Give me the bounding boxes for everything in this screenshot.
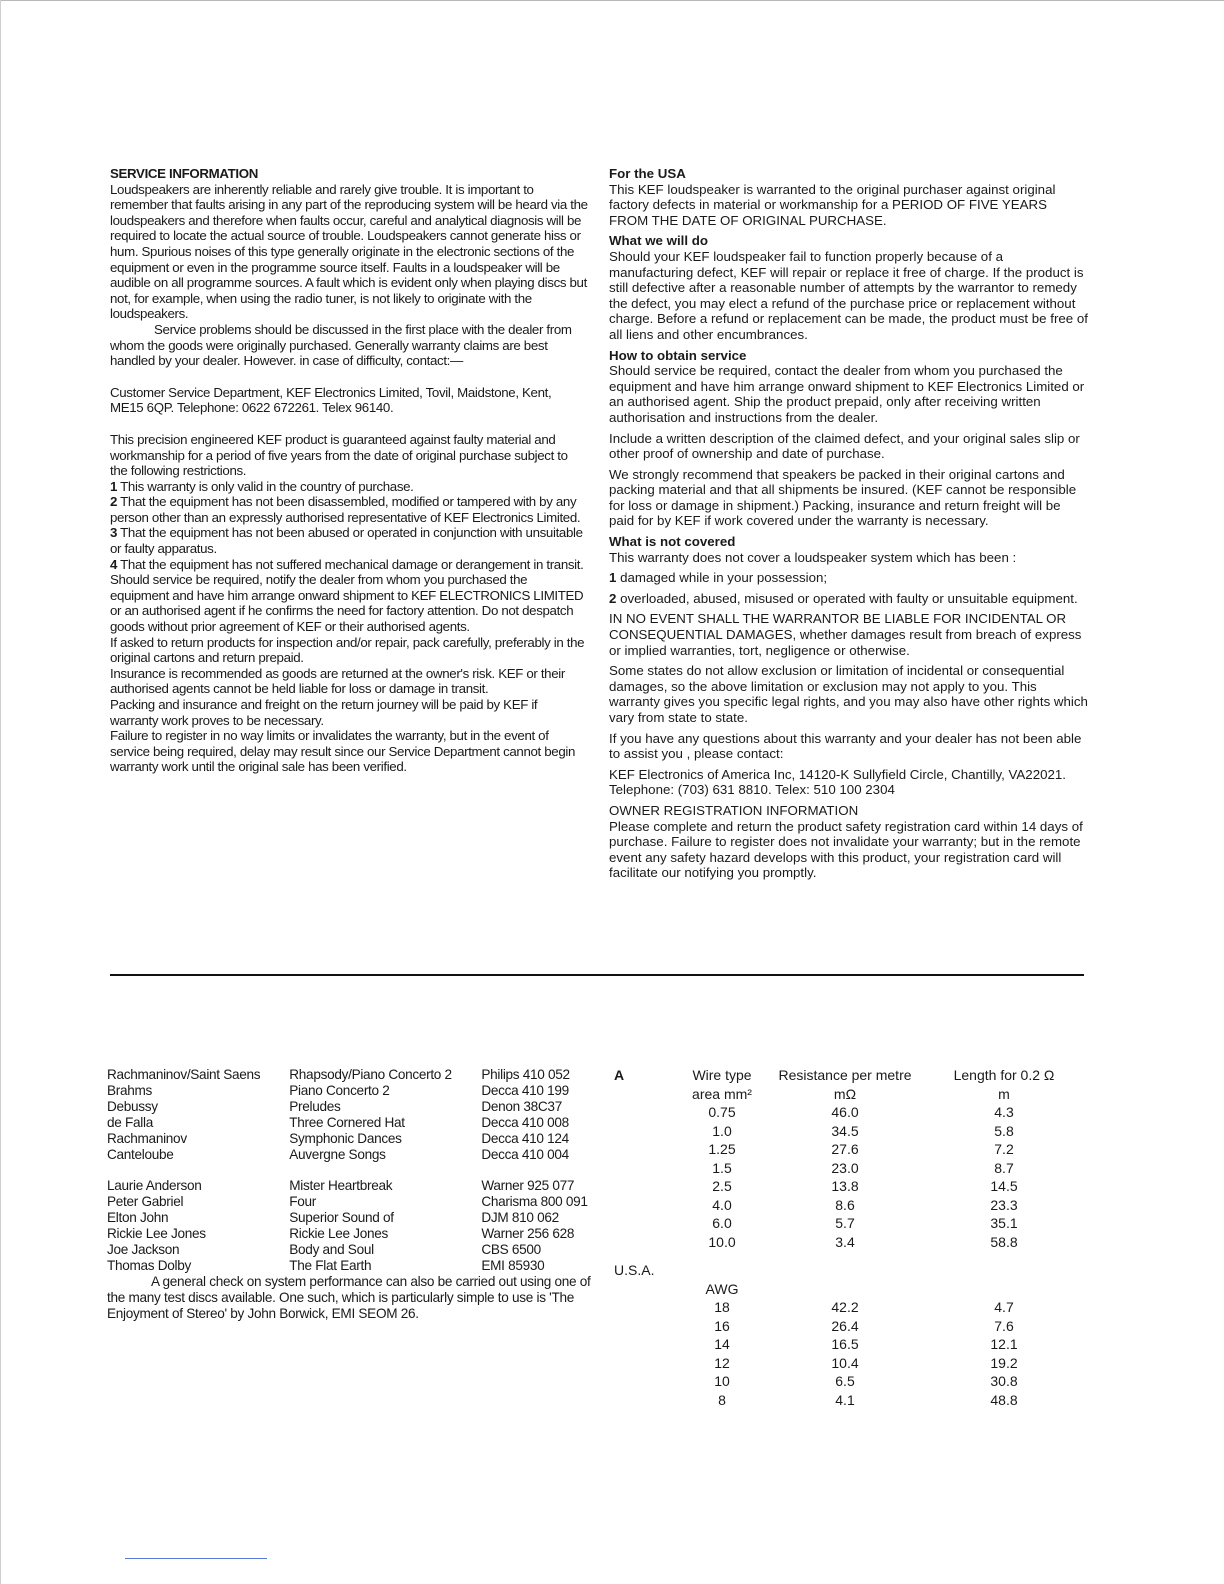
test-disc-list (107, 1067, 597, 1321)
cell-length: 4.3 (994, 1104, 1014, 1120)
disc-composer: Thomas Dolby (107, 1257, 192, 1273)
disc-catalogue: Decca 410 004 (481, 1146, 569, 1162)
service-paragraph-1: Loudspeakers are inherently reliable and rarely give trouble. It is important to remember that faults arising in any part of the reproducing system will be heard via the loudspeakers and therefore when faults occur, careful and analytical diagnosis will be required to locate the actual source of trouble. Loudspeakers cannot generate hiss or hum. Spurious noises of this type generally originate in the electronic sections of the equipment or even in the programme source itself. Faults in a loudspeaker will be audible on all programme sources. A fault which is evident only when playing discs but not, for example, when using the radio tuner, is not likely to originate with the loudspeakers. (110, 181, 588, 322)
footer-rule (125, 1558, 267, 1559)
disc-composer: Elton John (107, 1210, 169, 1226)
table-row (614, 1354, 1084, 1373)
table-row (614, 1159, 1084, 1178)
disc-composer: Debussy (107, 1098, 158, 1114)
disc-catalogue: Philips 410 052 (481, 1067, 570, 1082)
disc-catalogue: Warner 256 628 (481, 1226, 575, 1242)
what-is-not-covered-heading: What is not covered (609, 534, 736, 550)
cell-wire-size: 1.25 (708, 1141, 736, 1157)
disc-composer: Rachmaninov/Saint Saens (107, 1067, 261, 1082)
service-paragraph-6: Packing and insurance and freight on the return journey will be paid by KEF if warranty work proves to be necessary. (110, 697, 538, 728)
disc-composer: Peter Gabriel (107, 1194, 184, 1210)
cell-resistance: 3.4 (835, 1233, 855, 1250)
table-row (614, 1122, 1084, 1141)
usa-paragraph-8: Some states do not allow exclusion or limitation of incidental or consequential damages, so the above limitation or exclusion may not apply to you. This warranty gives you specific legal rights, and you may also have other rights which vary from state to state. (609, 663, 1088, 725)
cell-wire-size: 1.0 (712, 1122, 732, 1139)
disc-title: Rhapsody/Piano Concerto 2 (289, 1067, 452, 1082)
restriction-1: 1 This warranty is only valid in the country of purchase. (110, 478, 414, 494)
cell-resistance: 6.5 (835, 1373, 855, 1389)
restriction-3: 3 That the equipment has not been abused or operated in conjunction with unsuitable or faulty apparatus. (110, 525, 583, 557)
cell-length: 5.8 (994, 1122, 1014, 1139)
exclusion-2: 2 overloaded, abused, misused or operated with faulty or unsuitable equipment. (609, 590, 1078, 606)
cell-resistance: 16.5 (831, 1336, 859, 1352)
service-paragraph-5: Insurance is recommended as goods are returned at the owner's risk. KEF or their authorised agents cannot be held liable for loss or damage in transit. (110, 665, 565, 697)
disc-title: Body and Soul (289, 1241, 374, 1257)
disc-title: Mister Heartbreak (289, 1178, 393, 1194)
disc-catalogue: Charisma 800 091 (481, 1194, 588, 1210)
usa-paragraph-11: Please complete and return the product safety registration card within 14 days of purchase. Failure to register does not invalidate your warranty; but in the remote event any safety hazard develops with this product, your registration card will facilitate our notifying you promptly. (609, 818, 1083, 881)
cell-length: 48.8 (990, 1391, 1018, 1408)
cell-wire-size: 2.5 (712, 1178, 732, 1194)
table-row (614, 1391, 1084, 1410)
disc-title: Piano Concerto 2 (289, 1082, 390, 1098)
cell-resistance: 4.1 (835, 1391, 855, 1408)
table-row (614, 1233, 1084, 1252)
exclusion-1: 1 damaged while in your possession; (609, 570, 828, 586)
disc-catalogue: Decca 410 124 (481, 1130, 569, 1146)
usa-heading: For the USA (609, 166, 686, 181)
cell-resistance: 27.6 (831, 1141, 859, 1157)
disc-catalogue: Decca 410 008 (481, 1114, 569, 1130)
cell-resistance: 26.4 (831, 1317, 859, 1334)
header-awg: AWG (705, 1281, 739, 1297)
cell-length: 14.5 (990, 1178, 1018, 1194)
disc-row (107, 1131, 597, 1147)
cell-wire-size: 12 (714, 1354, 730, 1371)
disc-row (107, 1178, 597, 1194)
disc-note: A general check on system performance can also be carried out using one of the many test discs available. One such, which is particularly simple to use is 'The Enjoyment of Stereo' by John Borwick, EMI SEOM 26. (107, 1273, 591, 1321)
restriction-2: 2 That the equipment has not been disassembled, modified or tampered with by any person other than an expressly authorised representative of KEF Electronics Limited. (110, 494, 581, 525)
disc-title: Three Cornered Hat (289, 1114, 405, 1130)
table-row (614, 1335, 1084, 1354)
cell-length: 7.6 (994, 1317, 1014, 1334)
disc-row (107, 1210, 597, 1226)
disc-catalogue: DJM 810 062 (481, 1210, 559, 1226)
disc-catalogue: EMI 85930 (481, 1257, 545, 1273)
disc-catalogue: Warner 925 077 (481, 1178, 575, 1194)
service-information-section (110, 166, 588, 775)
usa-contact-address: KEF Electronics of America Inc, 14120-K Sullyfield Circle, Chantilly, VA22021. Telephone: (703) 631 8810. Telex: 510 100 2304 (609, 766, 1066, 798)
cell-wire-size: 8 (718, 1391, 726, 1408)
disc-title: Preludes (289, 1098, 341, 1114)
table-label-a: A (614, 1067, 625, 1083)
disc-composer: Laurie Anderson (107, 1178, 202, 1194)
header-wire-type: Wire type (692, 1067, 752, 1083)
page-left-rule (0, 0, 1, 1584)
disc-row (107, 1115, 597, 1131)
cell-length: 8.7 (994, 1159, 1014, 1176)
service-paragraph-7: Failure to register in no way limits or invalidates the warranty, but in the event of service being required, delay may result since our Service Department cannot begin warranty work until the original sale has been verified. (110, 728, 576, 775)
cell-length: 35.1 (990, 1215, 1018, 1231)
usa-paragraph-9: If you have any questions about this warranty and your dealer has not been able to assist you , please contact: (609, 730, 1082, 762)
service-paragraph-4: If asked to return products for inspection and/or repair, pack carefully, preferably in the original cartons and return prepaid. (110, 634, 585, 666)
table-row (614, 1196, 1084, 1215)
disc-row (107, 1226, 597, 1242)
usa-paragraph-7: IN NO EVENT SHALL THE WARRANTOR BE LIABLE FOR INCIDENTAL OR CONSEQUENTIAL DAMAGES, whether damages result from breach of express or implied warranties, tort, negligence or otherwise. (609, 611, 1082, 658)
cell-wire-size: 16 (714, 1317, 730, 1334)
cell-length: 58.8 (990, 1233, 1018, 1250)
restriction-4: 4 That the equipment has not suffered mechanical damage or derangement in transit. (110, 556, 584, 572)
usa-paragraph-3: Should service be required, contact the dealer from whom you purchased the equipment and have him arrange onward shipment to KEF Electronics Limited or an authorised agent. Ship the product prepaid, only after receiving written authorisation and instructions from the dealer. (609, 363, 1085, 425)
cell-length: 30.8 (990, 1373, 1018, 1389)
cell-wire-size: 6.0 (712, 1215, 732, 1231)
disc-catalogue: Denon 38C37 (481, 1098, 562, 1114)
disc-title: Rickie Lee Jones (289, 1226, 389, 1242)
cell-resistance: 46.0 (831, 1104, 859, 1120)
disc-composer: Canteloube (107, 1146, 174, 1162)
disc-catalogue: Decca 410 199 (481, 1082, 569, 1098)
disc-title: Auvergne Songs (289, 1146, 386, 1162)
usa-paragraph-4: Include a written description of the claimed defect, and your original sales slip or other proof of ownership and date of purchase. (609, 430, 1080, 462)
disc-title: Four (289, 1194, 317, 1210)
usa-paragraph-1: This KEF loudspeaker is warranted to the original purchaser against original factory defects in material or workmanship for a PERIOD OF FIVE YEARS FROM THE DATE OF ORIGINAL PURCHASE. (609, 181, 1056, 228)
disc-title: The Flat Earth (289, 1257, 372, 1273)
disc-row (107, 1194, 597, 1210)
service-paragraph-3: Should service be required, notify the dealer from whom you purchased the equipment and have him arrange onward shipment to KEF ELECTRONICS LIMITED or an authorised agent if he confirms the need for factory attention. Do not despatch goods without prior agreement of KEF or their authorised agents. (110, 572, 584, 635)
cell-length: 12.1 (990, 1336, 1018, 1352)
guarantee-text: This precision engineered KEF product is guaranteed against faulty material and workmanship for a period of five years from the date of original purchase subject to the following restrictions. (110, 431, 568, 479)
cell-wire-size: 14 (714, 1336, 730, 1352)
cell-length: 19.2 (990, 1354, 1018, 1371)
disc-row (107, 1147, 597, 1163)
usa-warranty-section (609, 166, 1089, 886)
disc-catalogue: CBS 6500 (481, 1241, 541, 1257)
cell-wire-size: 10 (714, 1373, 730, 1389)
disc-group-classical (107, 1067, 597, 1162)
cell-wire-size: 4.0 (712, 1196, 732, 1213)
disc-row (107, 1258, 597, 1274)
table-row (614, 1140, 1084, 1159)
cell-resistance: 23.0 (831, 1159, 859, 1176)
owner-registration-heading: OWNER REGISTRATION INFORMATION (609, 802, 859, 818)
page-top-rule (0, 0, 1224, 1)
table-row (614, 1103, 1084, 1122)
header-length-unit: m (998, 1085, 1010, 1102)
disc-row (107, 1099, 597, 1115)
table-row (614, 1298, 1084, 1317)
cell-resistance: 5.7 (835, 1215, 855, 1231)
disc-title: Superior Sound of (289, 1210, 394, 1226)
table-row (614, 1372, 1084, 1391)
cell-wire-size: 0.75 (708, 1104, 736, 1120)
disc-row (107, 1242, 597, 1258)
what-we-will-do-heading: What we will do (609, 233, 708, 249)
cell-length: 7.2 (994, 1141, 1014, 1157)
service-heading: SERVICE INFORMATION (110, 166, 258, 181)
disc-composer: Brahms (107, 1082, 153, 1098)
header-length: Length for 0.2 Ω (953, 1067, 1055, 1083)
section-divider (110, 974, 1084, 976)
disc-composer: de Falla (107, 1114, 153, 1130)
disc-composer: Rachmaninov (107, 1130, 187, 1146)
disc-row (107, 1067, 597, 1083)
header-wire-unit: area mm² (692, 1085, 752, 1102)
cell-length: 23.3 (990, 1196, 1018, 1213)
table-row (614, 1177, 1084, 1196)
cell-wire-size: 10.0 (708, 1233, 736, 1250)
cell-resistance: 42.2 (831, 1299, 859, 1315)
cell-resistance: 34.5 (831, 1122, 859, 1139)
cell-resistance: 13.8 (831, 1178, 859, 1194)
cell-wire-size: 1.5 (712, 1159, 732, 1176)
disc-row (107, 1083, 597, 1099)
header-resistance: Resistance per metre (778, 1067, 912, 1083)
table-row (614, 1214, 1084, 1233)
cell-resistance: 8.6 (835, 1196, 855, 1213)
header-resistance-unit: mΩ (833, 1085, 857, 1102)
disc-composer: Joe Jackson (107, 1241, 180, 1257)
usa-paragraph-5: We strongly recommend that speakers be packed in their original cartons and packing material and that all shipments be insured. (KEF cannot be responsible for loss or damage in shipment.) Packing, insurance and return freight will be paid for by KEF if work covered under the warranty is necessary. (609, 466, 1077, 529)
table-row (614, 1317, 1084, 1336)
usa-paragraph-6: This warranty does not cover a loudspeaker system which has been : (609, 549, 1017, 565)
disc-composer: Rickie Lee Jones (107, 1226, 206, 1242)
service-address: Customer Service Department, KEF Electronics Limited, Tovil, Maidstone, Kent, ME15 6QP. Telephone: 0622 672261. Telex 96140. (110, 384, 552, 416)
table-label-usa: U.S.A. (614, 1262, 655, 1278)
disc-group-popular (107, 1178, 597, 1273)
usa-paragraph-2: Should your KEF loudspeaker fail to function properly because of a manufacturing defect, KEF will repair or replace it free of charge. If the product is still defective after a reasonable number of attempts by the warrantor to remedy the defect, you may elect a refund of the purchase price or replacement without charge. Before a refund or replacement can be made, the product must be free of all liens and other encumbrances. (609, 248, 1088, 342)
disc-title: Symphonic Dances (289, 1130, 402, 1146)
how-to-obtain-service-heading: How to obtain service (609, 347, 747, 363)
cell-resistance: 10.4 (831, 1354, 859, 1371)
cell-length: 4.7 (994, 1299, 1014, 1315)
service-paragraph-2: Service problems should be discussed in the first place with the dealer from whom the goods were originally purchased. Generally warranty claims are best handled by your dealer. However. in case of difficulty, contact:— (110, 321, 572, 369)
cell-wire-size: 18 (714, 1299, 730, 1315)
